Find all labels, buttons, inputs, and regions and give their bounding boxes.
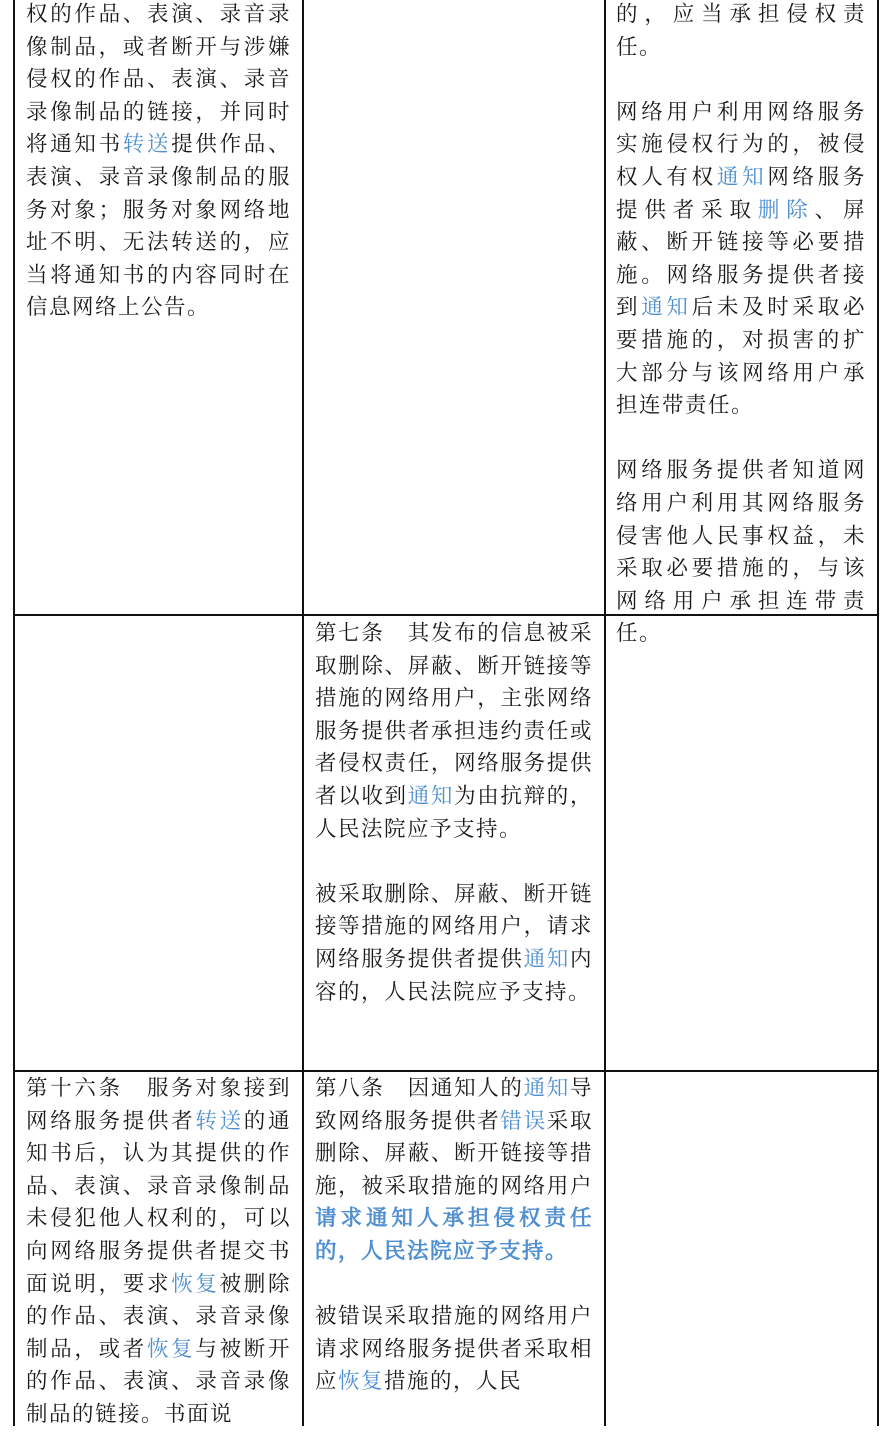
cell-paragraph [315,1073,593,1269]
cell-paragraph [616,97,866,423]
text-run: 采取删除、屏蔽、断开链接等措施，被采取措施的网络用户 [315,1108,593,1199]
text-run: 后未及时采取必要措施的，对损害的扩大部分与该网络用户承担连带责任。 [616,295,866,419]
cell-paragraph [315,618,593,846]
text-run: 第七条 其发布的信息被采取删除、屏蔽、断开链接等措施的网络用户，主张网络服务提供者承担违约责任或者侵权责任，网络服务提供者以收到 [315,621,593,809]
highlighted-term: 通知 [523,1076,570,1101]
text-run: 的通知书后，认为其提供的作品、表演、录音录像制品未侵犯他人权利的，可以向网络服务提供者提交书面说明，要求 [26,1108,291,1297]
cell-paragraph [26,0,291,325]
table-cell-r2-c2 [315,618,593,1068]
table-border-right [877,0,879,1426]
highlighted-term: 通知 [641,295,692,321]
highlighted-term: 恢复 [146,1336,196,1362]
table-border-left [13,0,15,1426]
text-run: 第十六条 服务对象接到网络服务提供者 [26,1076,291,1134]
table-cell-r1-c1 [26,0,291,611]
text-run: 权的作品、表演、录音录像制品，或者断开与涉嫌侵权的作品、表演、录音录像制品的链接，并同时将通知书 [26,2,291,158]
text-run: 网络服务提供者采取 [616,164,866,223]
table-cell-r2-c3 [616,618,866,1068]
table-cell-r3-c1 [26,1073,291,1426]
highlighted-term: 删除 [757,197,815,223]
table-cell-r3-c3 [616,1073,866,1426]
cell-paragraph [26,1073,291,1432]
text-run: 被删除的作品、表演、录音录像制品，或者 [26,1271,291,1362]
text-run: 的，应当承担侵权责任。 [616,2,866,60]
cell-paragraph [315,879,593,1009]
cell-paragraph [616,0,866,64]
text-run: 内容的，人民法院应予支持。 [315,946,593,1005]
table-row-divider-2 [13,1070,879,1072]
text-run: 被采取删除、屏蔽、断开链接等措施的网络用户，请求网络服务提供者提供 [315,881,593,972]
text-run: 为由抗辩的，人民法院应予支持。 [315,783,593,842]
highlighted-term: 恢复 [338,1369,385,1395]
text-run: 提供作品、表演、录音录像制品的服务对象；服务对象网络地址不明、无法转送的，应当将通知书的内容同时在信息网络上公告。 [26,132,291,321]
highlighted-term: 通知 [716,164,768,190]
table-cell-r1-c3 [616,0,866,647]
highlighted-term: 请求通知人承担侵权责任的，人民法院应予支持。 [315,1206,593,1264]
text-run: 第八条 因通知人的 [315,1076,524,1101]
table-cell-r2-c1 [26,618,291,1068]
cell-paragraph [315,1301,593,1399]
highlighted-term: 通知 [523,946,570,972]
highlighted-term: 转送 [195,1108,244,1134]
text-run: 与被断开的作品、表演、录音录像制品的链接。书面说 [26,1336,291,1427]
text-run: 措施的，人民 [384,1369,523,1395]
table-border-col1-col2 [302,0,304,1426]
highlighted-term: 转送 [122,132,172,158]
highlighted-term: 恢复 [171,1271,220,1297]
text-run: 网络用户利用网络服务实施侵权行为的，被侵权人有权 [616,99,866,190]
text-run: 网络服务提供者知道网络用户利用其网络服务侵害他人民事权益，未采取必要措施的，与该网络用户承担连带责任。 [616,458,866,647]
text-run: 被错误采取措施的网络用户请求网络服务提供者采取相应 [315,1304,593,1395]
highlighted-term: 通知 [407,783,455,809]
highlighted-term: 错误 [500,1108,547,1134]
text-run: 、屏蔽、断开链接等必要措施。网络服务提供者接到 [616,197,866,321]
table-border-col2-col3 [604,0,606,1426]
table-cell-r3-c2 [315,1073,593,1426]
table-cell-r1-c2 [315,0,593,611]
text-run: 导致网络服务提供者 [315,1076,593,1134]
